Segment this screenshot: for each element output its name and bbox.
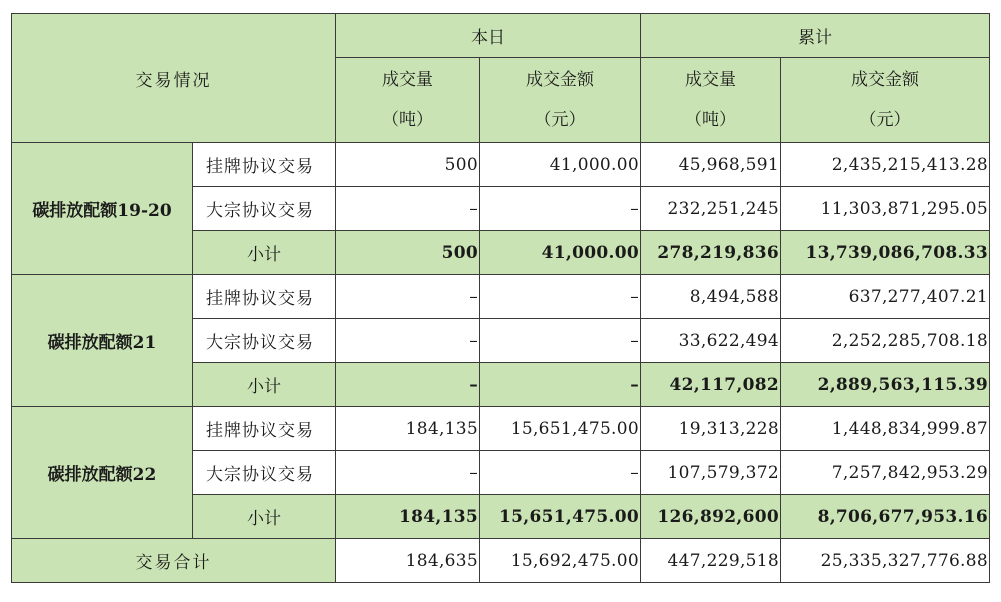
today-amount: 15,651,475.00 bbox=[480, 495, 641, 539]
trade-type: 大宗协议交易 bbox=[193, 319, 336, 363]
today-volume: – bbox=[336, 363, 480, 407]
today-volume: 500 bbox=[336, 231, 480, 275]
total-label: 交易合计 bbox=[12, 539, 336, 583]
today-volume: – bbox=[336, 451, 480, 495]
today-volume: – bbox=[336, 319, 480, 363]
today-volume: 500 bbox=[336, 143, 480, 187]
cumulative-amount: 13,739,086,708.33 bbox=[781, 231, 990, 275]
total-today-amount: 15,692,475.00 bbox=[480, 539, 641, 583]
table-row bbox=[12, 407, 990, 451]
cumulative-amount: 7,257,842,953.29 bbox=[781, 451, 990, 495]
today-amount: 41,000.00 bbox=[480, 143, 641, 187]
header-today-amount: 成交金额 （元） bbox=[480, 58, 641, 143]
today-amount: – bbox=[480, 451, 641, 495]
today-volume: 184,135 bbox=[336, 407, 480, 451]
subtotal-label: 小计 bbox=[193, 363, 336, 407]
cumulative-volume: 107,579,372 bbox=[641, 451, 781, 495]
header-cumulative-amount: 成交金额 （元） bbox=[781, 58, 990, 143]
trade-type: 挂牌协议交易 bbox=[193, 407, 336, 451]
cumulative-amount: 11,303,871,295.05 bbox=[781, 187, 990, 231]
cumulative-amount: 2,435,215,413.28 bbox=[781, 143, 990, 187]
total-cumulative-volume: 447,229,518 bbox=[641, 539, 781, 583]
trade-type: 挂牌协议交易 bbox=[193, 275, 336, 319]
trade-type: 大宗协议交易 bbox=[193, 451, 336, 495]
today-amount: – bbox=[480, 187, 641, 231]
today-volume: 184,135 bbox=[336, 495, 480, 539]
cumulative-amount: 2,889,563,115.39 bbox=[781, 363, 990, 407]
table-row bbox=[12, 143, 990, 187]
total-cumulative-amount: 25,335,327,776.88 bbox=[781, 539, 990, 583]
trading-summary-table bbox=[11, 13, 990, 583]
cumulative-volume: 33,622,494 bbox=[641, 319, 781, 363]
cumulative-amount: 2,252,285,708.18 bbox=[781, 319, 990, 363]
today-amount: 41,000.00 bbox=[480, 231, 641, 275]
header-today: 本日 bbox=[336, 14, 641, 58]
today-amount: – bbox=[480, 275, 641, 319]
cumulative-volume: 8,494,588 bbox=[641, 275, 781, 319]
cumulative-amount: 8,706,677,953.16 bbox=[781, 495, 990, 539]
header-trade-situation: 交易情况 bbox=[12, 14, 336, 143]
table-row bbox=[12, 275, 990, 319]
today-volume: – bbox=[336, 275, 480, 319]
today-amount: 15,651,475.00 bbox=[480, 407, 641, 451]
group-name: 碳排放配额19-20 bbox=[12, 143, 193, 275]
today-amount: – bbox=[480, 363, 641, 407]
today-volume: – bbox=[336, 187, 480, 231]
total-today-volume: 184,635 bbox=[336, 539, 480, 583]
subtotal-label: 小计 bbox=[193, 231, 336, 275]
cumulative-amount: 637,277,407.21 bbox=[781, 275, 990, 319]
cumulative-volume: 278,219,836 bbox=[641, 231, 781, 275]
cumulative-volume: 19,313,228 bbox=[641, 407, 781, 451]
subtotal-label: 小计 bbox=[193, 495, 336, 539]
header-cumulative: 累计 bbox=[641, 14, 990, 58]
today-amount: – bbox=[480, 319, 641, 363]
cumulative-volume: 42,117,082 bbox=[641, 363, 781, 407]
group-name: 碳排放配额22 bbox=[12, 407, 193, 539]
cumulative-amount: 1,448,834,999.87 bbox=[781, 407, 990, 451]
total-row bbox=[12, 539, 990, 583]
cumulative-volume: 126,892,600 bbox=[641, 495, 781, 539]
header-cumulative-volume: 成交量 （吨） bbox=[641, 58, 781, 143]
cumulative-volume: 232,251,245 bbox=[641, 187, 781, 231]
cumulative-volume: 45,968,591 bbox=[641, 143, 781, 187]
trade-type: 挂牌协议交易 bbox=[193, 143, 336, 187]
group-name: 碳排放配额21 bbox=[12, 275, 193, 407]
trade-type: 大宗协议交易 bbox=[193, 187, 336, 231]
header-today-volume: 成交量 （吨） bbox=[336, 58, 480, 143]
